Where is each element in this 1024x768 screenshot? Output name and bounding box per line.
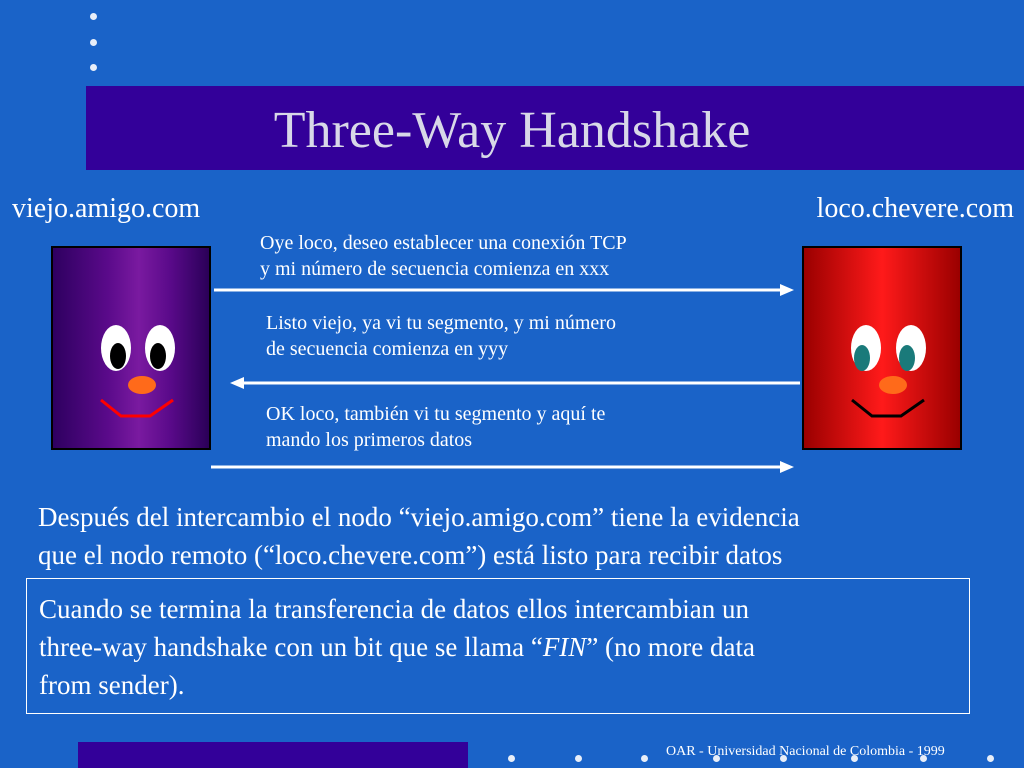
fin-note-line3: from sender). <box>39 670 185 700</box>
fin-note-line2 <box>39 628 957 666</box>
decor-dot <box>641 755 648 762</box>
paragraph-line2: que el nodo remoto (“loco.chevere.com”) está listo para recibir datos <box>38 540 783 570</box>
message-1-line1: Oye loco, deseo establecer una conexión TCP <box>260 232 627 254</box>
fin-note-box <box>26 578 970 714</box>
decor-dot <box>575 755 582 762</box>
message-3-line1: OK loco, también vi tu segmento y aquí te <box>266 403 606 425</box>
footer-band <box>78 742 468 768</box>
message-2-line2: de secuencia comienza en yyy <box>266 338 509 360</box>
decor-dot <box>987 755 994 762</box>
explanation-paragraph <box>38 498 1018 574</box>
right-arrow <box>211 461 794 473</box>
paragraph-line1: Después del intercambio el nodo “viejo.amigo.com” tiene la evidencia <box>38 502 800 532</box>
decor-dot <box>508 755 515 762</box>
page-title: Three-Way Handshake <box>273 102 751 159</box>
fin-note-line2-after: ” (no more data <box>586 632 755 662</box>
message-2-line1: Listo viejo, ya vi tu segmento, y mi número <box>266 312 616 334</box>
right-arrow <box>214 284 794 296</box>
fin-note-line1: Cuando se termina la transferencia de datos ellos intercambian un <box>39 594 749 624</box>
fin-note-line2-before: three-way handshake con un bit que se llama “ <box>39 632 543 662</box>
message-3-line2: mando los primeros datos <box>266 429 473 451</box>
host-label-right: loco.chevere.com <box>816 193 1014 224</box>
footer-text: OAR - Universidad Nacional de Colombia - 1999 <box>666 744 945 759</box>
fin-emphasis: FIN <box>542 632 587 662</box>
left-arrow <box>230 377 800 389</box>
message-1-line2: y mi número de secuencia comienza en xxx <box>260 258 610 280</box>
host-label-left: viejo.amigo.com <box>12 193 201 224</box>
